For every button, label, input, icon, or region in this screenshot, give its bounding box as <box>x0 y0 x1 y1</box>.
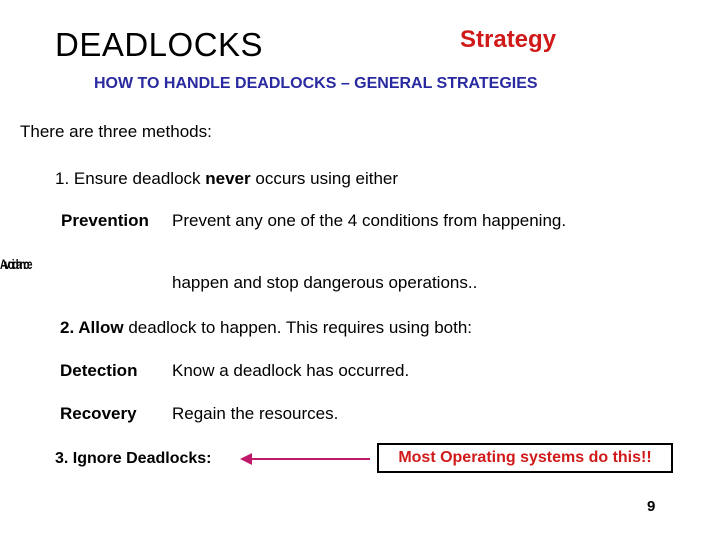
left-arrow-icon <box>240 452 372 466</box>
slide-title: DEADLOCKS <box>55 26 264 63</box>
slide-subtitle: HOW TO HANDLE DEADLOCKS – GENERAL STRATEGIES <box>94 75 538 92</box>
callout-box: Most Operating systems do this!! <box>377 443 673 473</box>
method-1-text-a: 1. Ensure deadlock <box>55 169 206 188</box>
recovery-label: Recovery <box>60 404 137 423</box>
prevention-label: Prevention <box>61 211 149 230</box>
detection-desc: Know a deadlock has occurred. <box>172 361 410 380</box>
method-1-emphasis: never <box>205 169 251 188</box>
method-1 <box>55 169 398 189</box>
intro-text: There are three methods: <box>20 122 212 141</box>
strategy-tag: Strategy <box>460 26 557 53</box>
avoidance-desc: happen and stop dangerous operations.. <box>172 273 478 292</box>
method-3: 3. Ignore Deadlocks: <box>55 450 212 467</box>
avoidance-label: Avoidance <box>0 256 31 272</box>
detection-label: Detection <box>60 361 138 380</box>
recovery-desc: Regain the resources. <box>172 404 339 423</box>
method-2 <box>60 318 472 338</box>
method-2-text-b: deadlock to happen. This requires using both: <box>123 318 473 337</box>
page-number: 9 <box>647 498 656 515</box>
method-1-text-c: occurs using either <box>250 169 399 188</box>
prevention-desc: Prevent any one of the 4 conditions from happening. <box>172 211 567 230</box>
method-2-emphasis: 2. Allow <box>60 318 124 337</box>
